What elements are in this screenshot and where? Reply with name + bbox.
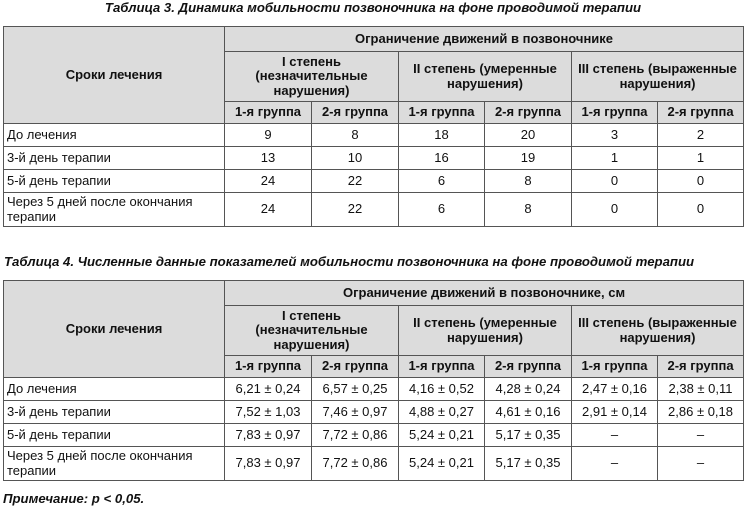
table4-degree-3: III степень (выраженные нарушения)	[572, 306, 744, 356]
table4-group-header: Ограничение движений в позвоночнике, см	[225, 281, 744, 306]
cell-value: 8	[485, 170, 572, 193]
row-label: Через 5 дней после окончания терапии	[4, 447, 225, 481]
cell-value: 16	[399, 147, 485, 170]
table-row	[4, 424, 744, 447]
table3-group-header: Ограничение движений в позвоночнике	[225, 27, 744, 52]
cell-value: 13	[225, 147, 312, 170]
cell-value: 1	[572, 147, 658, 170]
cell-value: 2,91 ± 0,14	[572, 401, 658, 424]
cell-value: 4,28 ± 0,24	[485, 378, 572, 401]
cell-value: 2	[658, 124, 744, 147]
table4-group-col: 1-я группа	[399, 356, 485, 378]
cell-value: 0	[572, 170, 658, 193]
cell-value: 0	[658, 193, 744, 227]
cell-value: 24	[225, 170, 312, 193]
table-row	[4, 447, 744, 481]
cell-value: 6	[399, 193, 485, 227]
table-row	[4, 401, 744, 424]
table3-row-header: Сроки лечения	[4, 27, 225, 124]
cell-value: 10	[312, 147, 399, 170]
table3-group-col: 1-я группа	[225, 102, 312, 124]
table-row	[4, 124, 744, 147]
cell-value: 1	[658, 147, 744, 170]
table3	[3, 26, 744, 227]
cell-value: 6	[399, 170, 485, 193]
cell-value: –	[658, 424, 744, 447]
table4-group-col: 1-я группа	[572, 356, 658, 378]
cell-value: 2,47 ± 0,16	[572, 378, 658, 401]
table4	[3, 280, 744, 481]
table3-caption: Таблица 3. Динамика мобильности позвоночника на фоне проводимой терапии	[104, 0, 642, 15]
cell-value: 5,24 ± 0,21	[399, 447, 485, 481]
cell-value: 7,46 ± 0,97	[312, 401, 399, 424]
table3-group-col: 2-я группа	[312, 102, 399, 124]
cell-value: –	[572, 447, 658, 481]
cell-value: 18	[399, 124, 485, 147]
cell-value: 7,83 ± 0,97	[225, 424, 312, 447]
row-label: 5-й день терапии	[4, 170, 225, 193]
table-row	[4, 170, 744, 193]
cell-value: –	[572, 424, 658, 447]
table-row	[4, 147, 744, 170]
table3-group-col: 1-я группа	[572, 102, 658, 124]
cell-value: 8	[312, 124, 399, 147]
cell-value: 5,17 ± 0,35	[485, 424, 572, 447]
cell-value: 22	[312, 170, 399, 193]
table-row	[4, 193, 744, 227]
table4-group-col: 1-я группа	[225, 356, 312, 378]
cell-value: 5,24 ± 0,21	[399, 424, 485, 447]
table3-group-col: 1-я группа	[399, 102, 485, 124]
row-label: 3-й день терапии	[4, 147, 225, 170]
table-row	[4, 378, 744, 401]
cell-value: –	[658, 447, 744, 481]
cell-value: 0	[658, 170, 744, 193]
table4-degree-1: I степень (незначительные нарушения)	[225, 306, 399, 356]
cell-value: 0	[572, 193, 658, 227]
row-label: До лечения	[4, 124, 225, 147]
cell-value: 2,38 ± 0,11	[658, 378, 744, 401]
cell-value: 7,72 ± 0,86	[312, 447, 399, 481]
cell-value: 6,57 ± 0,25	[312, 378, 399, 401]
cell-value: 7,72 ± 0,86	[312, 424, 399, 447]
cell-value: 7,52 ± 1,03	[225, 401, 312, 424]
table3-degree-1: I степень (незначительные нарушения)	[225, 52, 399, 102]
cell-value: 20	[485, 124, 572, 147]
table3-group-col: 2-я группа	[658, 102, 744, 124]
table4-degree-2: II степень (умеренные нарушения)	[399, 306, 572, 356]
cell-value: 24	[225, 193, 312, 227]
cell-value: 5,17 ± 0,35	[485, 447, 572, 481]
table4-group-col: 2-я группа	[485, 356, 572, 378]
cell-value: 9	[225, 124, 312, 147]
table3-degree-3: III степень (выраженные нарушения)	[572, 52, 744, 102]
table4-group-col: 2-я группа	[658, 356, 744, 378]
cell-value: 4,61 ± 0,16	[485, 401, 572, 424]
cell-value: 8	[485, 193, 572, 227]
cell-value: 22	[312, 193, 399, 227]
table4-group-col: 2-я группа	[312, 356, 399, 378]
row-label: 5-й день терапии	[4, 424, 225, 447]
footnote: Примечание: p < 0,05.	[3, 491, 145, 506]
row-label: 3-й день терапии	[4, 401, 225, 424]
cell-value: 6,21 ± 0,24	[225, 378, 312, 401]
cell-value: 7,83 ± 0,97	[225, 447, 312, 481]
table4-caption: Таблица 4. Численные данные показателей мобильности позвоночника на фоне проводимой терапии	[4, 254, 695, 269]
cell-value: 2,86 ± 0,18	[658, 401, 744, 424]
cell-value: 3	[572, 124, 658, 147]
row-label: До лечения	[4, 378, 225, 401]
table3-group-col: 2-я группа	[485, 102, 572, 124]
row-label: Через 5 дней после окончания терапии	[4, 193, 225, 227]
cell-value: 4,16 ± 0,52	[399, 378, 485, 401]
cell-value: 4,88 ± 0,27	[399, 401, 485, 424]
table3-degree-2: II степень (умеренные нарушения)	[399, 52, 572, 102]
table4-row-header: Сроки лечения	[4, 281, 225, 378]
cell-value: 19	[485, 147, 572, 170]
